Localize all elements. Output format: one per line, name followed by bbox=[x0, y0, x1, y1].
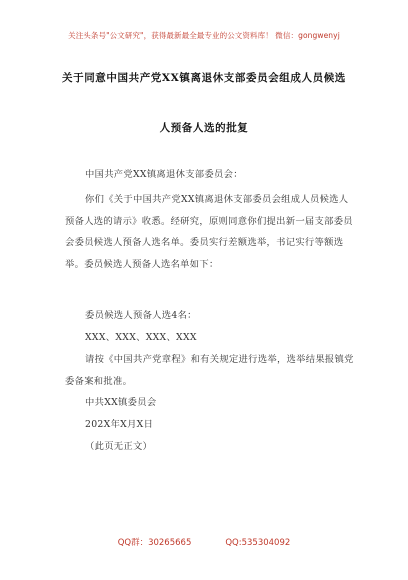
candidate-list-intro: 委员候选人预备人选4名： bbox=[85, 310, 197, 321]
promo-banner: 关注头条号"公文研究"，获得最新最全最专业的公文资料库！ 微信：gongwenyj bbox=[68, 31, 340, 40]
body-paragraph-1: 你们《关于中国共产党XX镇离退休支部委员会组成人员候选人预备人选的请示》收悉。经研究，原则同意你们提出新一届支部委员会委员候选人预备人选名单。委员实行差额选举，书记实行等额选举。委员候选人预备人选名单如下： bbox=[65, 194, 353, 270]
signature-date: 202X年X月X日 bbox=[85, 419, 154, 430]
signature-organization: 中共XX镇委员会 bbox=[85, 397, 157, 408]
doc-title-line-2: 人预备人选的批复 bbox=[159, 122, 249, 134]
salutation: 中国共产党XX镇离退休支部委员会： bbox=[85, 169, 243, 180]
candidate-names: XXX、XXX、XXX、XXX bbox=[85, 332, 197, 343]
footer-qq-number: QQ:535304092 bbox=[225, 538, 291, 548]
body-paragraph-2: 请按《中国共产党章程》和有关规定进行选举，选举结果报镇党委备案和批准。 bbox=[65, 354, 354, 387]
footer-qq-group: QQ群：30265665 bbox=[117, 538, 192, 548]
no-body-note: （此页无正文） bbox=[85, 441, 153, 452]
page-footer bbox=[0, 536, 408, 548]
doc-title-line-1: 关于同意中国共产党XX镇离退休支部委员会组成人员候选 bbox=[62, 72, 346, 84]
